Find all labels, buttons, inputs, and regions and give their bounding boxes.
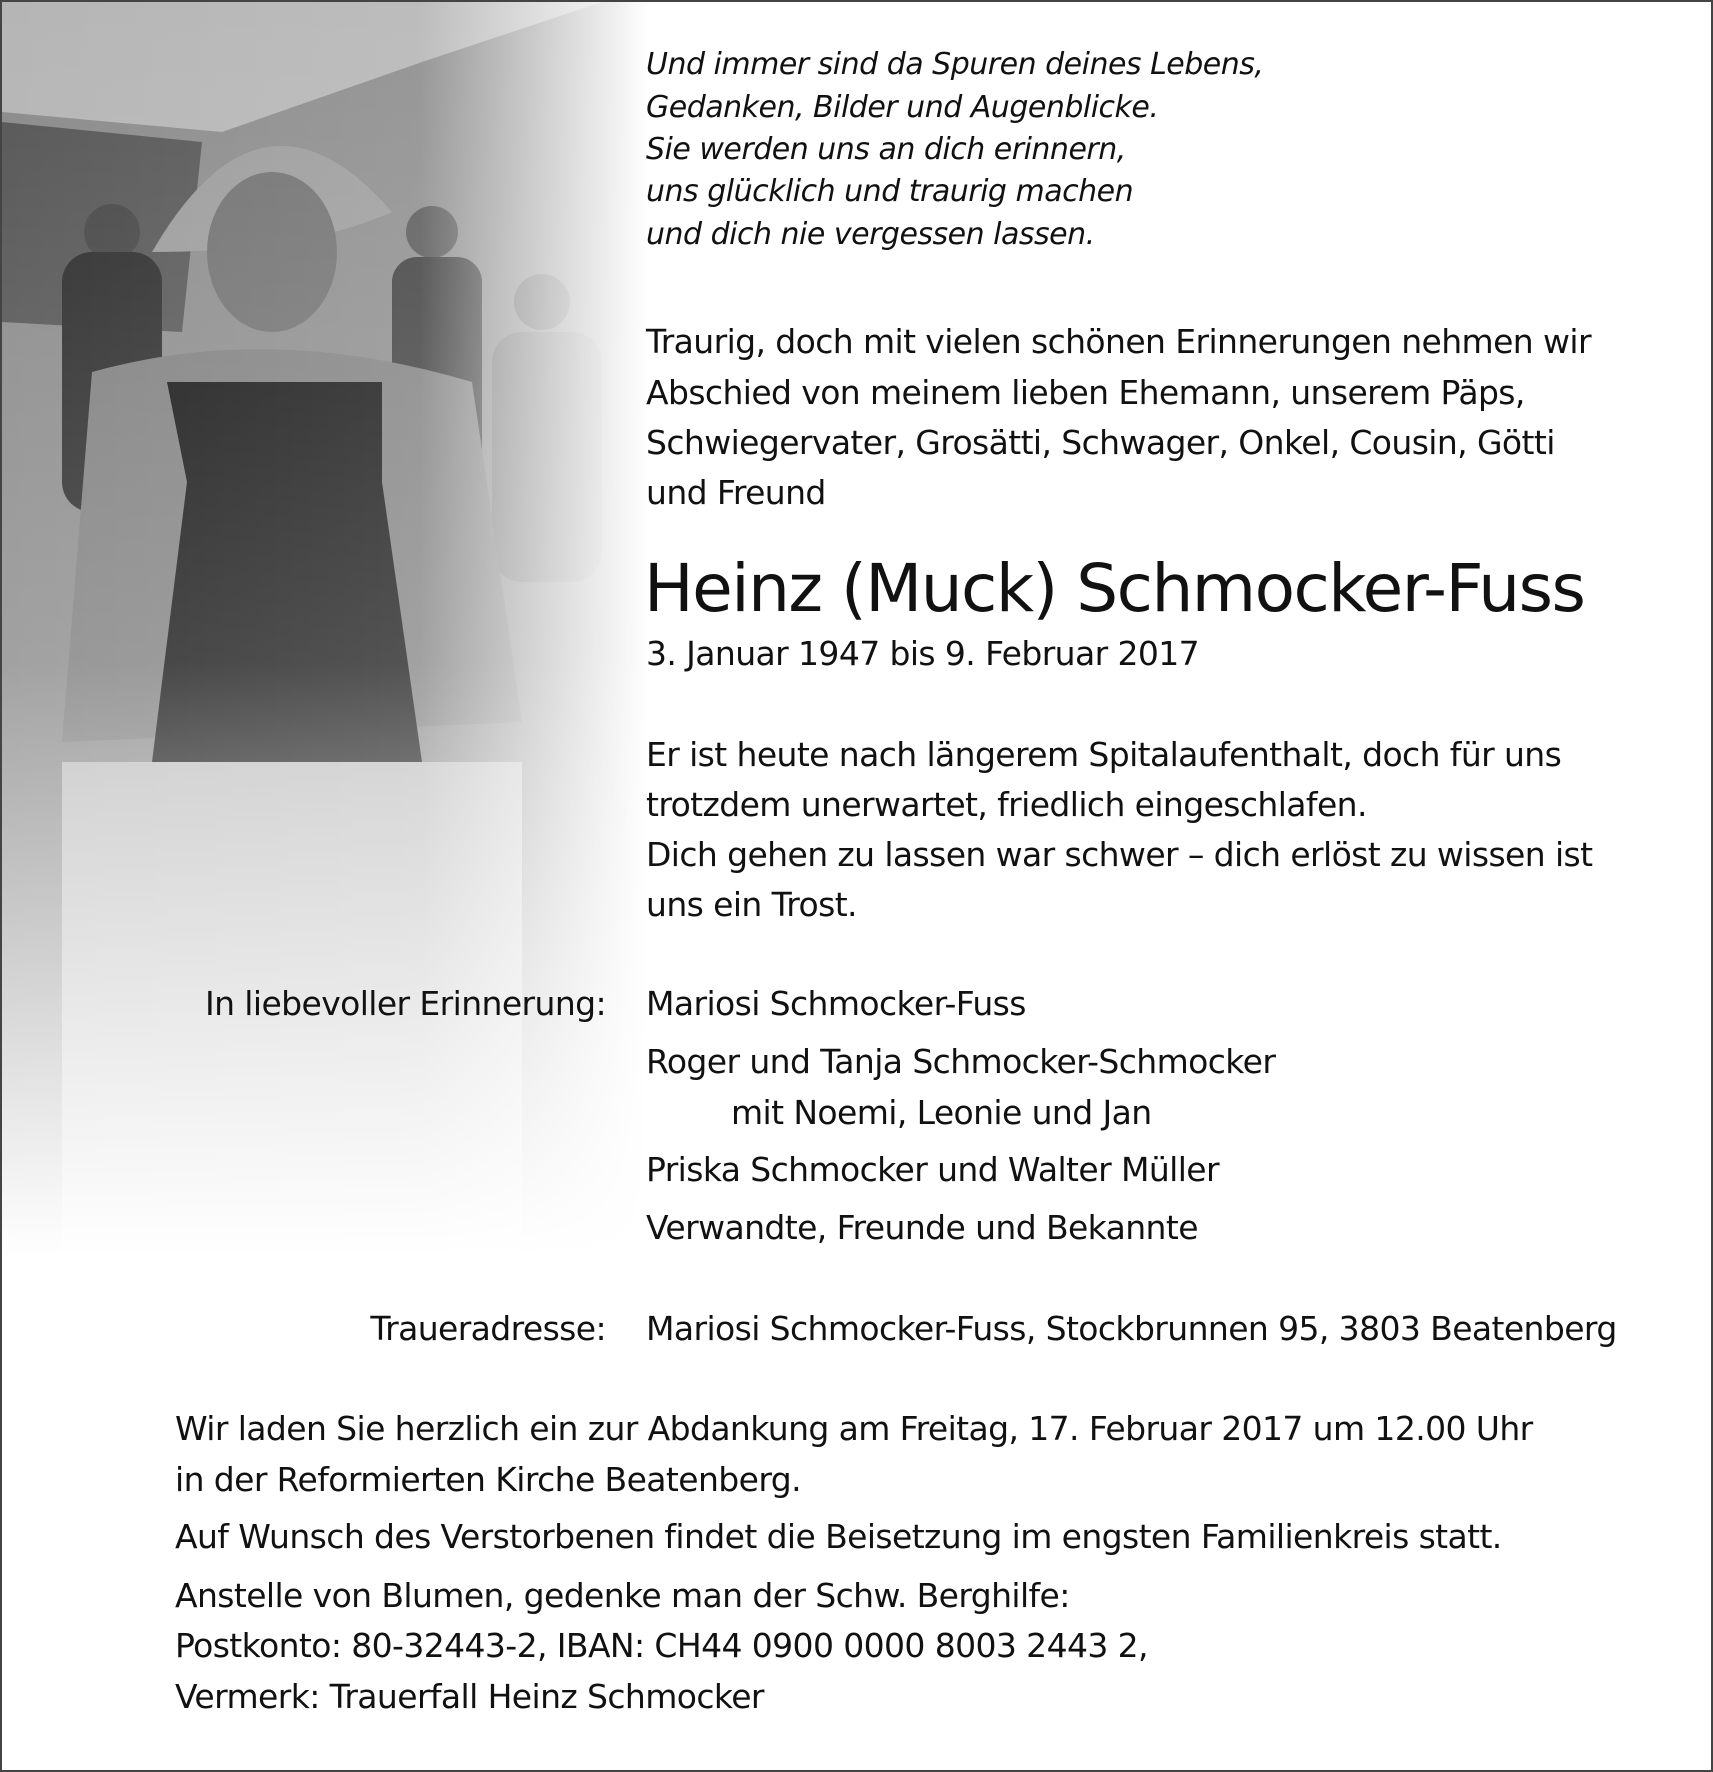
closing-line: Auf Wunsch des Verstorbenen findet die Beisetzung im engsten Familienkreis statt. <box>175 1517 1502 1556</box>
intro-line: Traurig, doch mit vielen schönen Erinnerungen nehmen wir <box>646 322 1591 361</box>
closing-line: Wir laden Sie herzlich ein zur Abdankung am Freitag, 17. Februar 2017 um 12.00 Uhr <box>175 1409 1533 1448</box>
mourner-name: Verwandte, Freunde und Bekannte <box>646 1208 1198 1247</box>
poem-line: uns glücklich und traurig machen <box>646 174 1134 209</box>
address-value: Mariosi Schmocker-Fuss, Stockbrunnen 95, 3803 Beatenberg <box>646 1309 1617 1348</box>
poem-line: Und immer sind da Spuren deines Lebens, <box>646 47 1264 82</box>
deceased-name: Heinz (Muck) Schmocker-Fuss <box>644 550 1585 627</box>
mourner-name: Priska Schmocker und Walter Müller <box>646 1150 1219 1189</box>
message-line: trotzdem unerwartet, friedlich eingeschlafen. <box>646 785 1367 824</box>
closing-line: Vermerk: Trauerfall Heinz Schmocker <box>175 1677 764 1716</box>
mourners-label: In liebevoller Erinnerung: <box>204 984 606 1023</box>
poem-line: Gedanken, Bilder und Augenblicke. <box>646 90 1159 125</box>
address-label: Traueradresse: <box>370 1309 606 1348</box>
mourner-name: Roger und Tanja Schmocker-Schmocker <box>646 1042 1276 1081</box>
message-line: uns ein Trost. <box>646 885 857 924</box>
mourner-name: mit Noemi, Leonie und Jan <box>731 1093 1152 1132</box>
closing-line: Anstelle von Blumen, gedenke man der Schw. Berghilfe: <box>175 1576 1070 1615</box>
poem-line: und dich nie vergessen lassen. <box>646 217 1095 252</box>
closing-line: Postkonto: 80-32443-2, IBAN: CH44 0900 0000 8003 2443 2, <box>175 1626 1148 1665</box>
life-dates: 3. Januar 1947 bis 9. Februar 2017 <box>646 634 1200 673</box>
poem-line: Sie werden uns an dich erinnern, <box>646 132 1126 167</box>
intro-line: Abschied von meinem lieben Ehemann, unserem Päps, <box>646 373 1525 412</box>
intro-line: und Freund <box>646 473 826 512</box>
message-line: Dich gehen zu lassen war schwer – dich erlöst zu wissen ist <box>646 835 1593 874</box>
closing-line: in der Reformierten Kirche Beatenberg. <box>175 1460 801 1499</box>
intro-line: Schwiegervater, Grosätti, Schwager, Onkel, Cousin, Götti <box>646 423 1555 462</box>
mourner-name: Mariosi Schmocker-Fuss <box>646 984 1026 1023</box>
message-line: Er ist heute nach längerem Spitalaufenthalt, doch für uns <box>646 735 1562 774</box>
